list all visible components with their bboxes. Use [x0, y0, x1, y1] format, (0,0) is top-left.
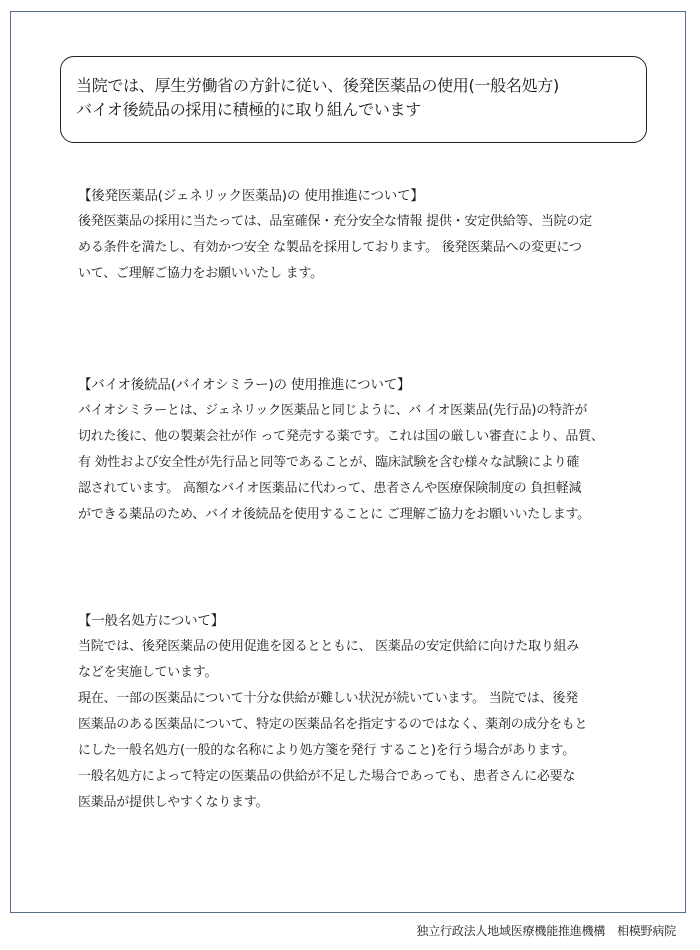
section-text-line: 認されています。 高額なバイオ医薬品に代わって、患者さんや医療保険制度の 負担軽減	[78, 481, 582, 496]
section-text-line: ができる薬品のため、バイオ後続品を使用することに ご理解ご協力をお願いいたします。	[78, 507, 590, 522]
section-heading: 【バイオ後続品(バイオシミラー)の 使用推進について】	[78, 377, 411, 393]
notice-line-1: 当院では、厚生労働省の方針に従い、後発医薬品の使用(一般名処方)	[76, 76, 559, 95]
section-text-line: などを実施しています。	[78, 665, 218, 680]
section-text-line: 後発医薬品の採用に当たっては、品室確保・充分安全な情報 提供・安定供給等、当院の定	[78, 214, 592, 229]
section-text-line: にした一般名処方(一般的な名称により処方箋を発行 すること)を行う場合があります。	[78, 743, 575, 758]
section-text-line: 当院では、後発医薬品の使用促進を図るとともに、 医薬品の安定供給に向けた取り組み	[78, 639, 580, 654]
section-text-line: 有 効性および安全性が先行品と同等であることが、臨床試験を含む様々な試験により確	[78, 455, 580, 470]
notice-box	[60, 56, 647, 143]
notice-line-2: バイオ後続品の採用に積極的に取り組んでいます	[76, 100, 421, 119]
section-heading: 【一般名処方について】	[78, 613, 225, 629]
section-generic-drugs	[78, 183, 638, 287]
section-text-line: いて、ご理解ご協力をお願いいたし ます。	[78, 266, 323, 281]
section-text-line: 医薬品のある医薬品について、特定の医薬品名を指定するのではなく、薬剤の成分をもと	[78, 717, 588, 732]
section-generic-name-prescription	[78, 608, 638, 816]
section-text-line: める条件を満たし、有効かつ安全 な製品を採用しております。 後発医薬品への変更につ	[78, 240, 582, 255]
section-text-line: 現在、一部の医薬品について十分な供給が難しい状況が続いています。 当院では、後発	[78, 691, 578, 706]
section-heading: 【後発医薬品(ジェネリック医薬品)の 使用推進について】	[78, 188, 424, 204]
section-text-line: 医薬品が提供しやすくなります。	[78, 795, 269, 810]
section-biosimilars	[78, 372, 638, 528]
footer-hospital-name: 独立行政法人地域医療機能推進機構 相模野病院	[416, 924, 676, 938]
section-text-line: 一般名処方によって特定の医薬品の供給が不足した場合であっても、患者さんに必要な	[78, 769, 576, 784]
section-text-line: バイオシミラーとは、ジェネリック医薬品と同じように、バ イオ医薬品(先行品)の特許が	[78, 403, 588, 418]
section-text-line: 切れた後に、他の製薬会社が作 って発売する薬です。これは国の厳しい審査により、品質、	[78, 429, 604, 444]
